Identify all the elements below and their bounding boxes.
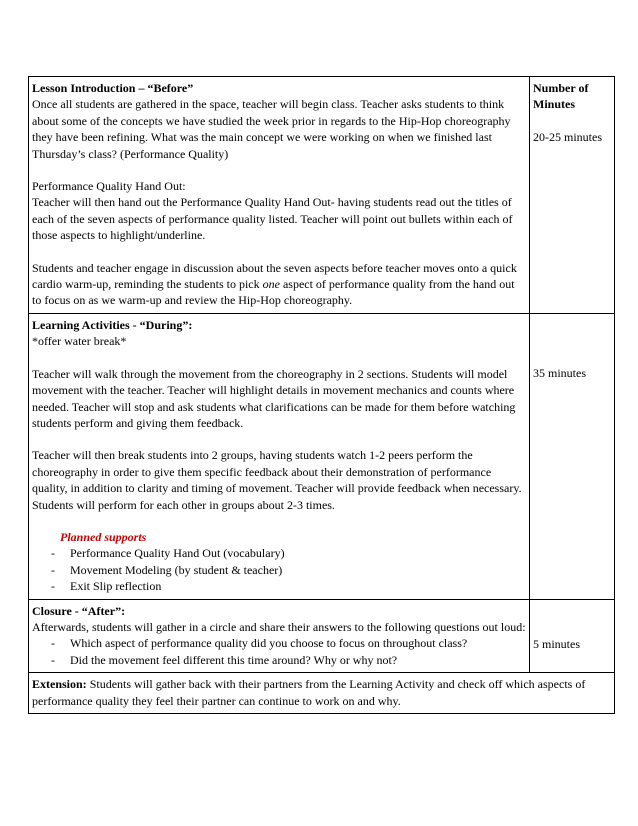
intro-row [29, 77, 615, 314]
during-cell [29, 313, 530, 599]
list-item: - Performance Quality Hand Out (vocabulary) [32, 545, 526, 561]
intro-minutes-cell [530, 77, 615, 314]
during-time: 35 minutes [533, 365, 586, 380]
intro-time: 20-25 minutes [533, 129, 602, 144]
closure-paragraph: Afterwards, students will gather in a circle and share their answers to the following questions out loud: [32, 619, 526, 634]
list-item: - Exit Slip reflection [32, 578, 526, 594]
during-minutes-cell [530, 313, 615, 599]
closure-minutes-cell [530, 599, 615, 673]
extension-label: Extension: [32, 677, 87, 692]
intro-cell [29, 77, 530, 314]
closure-time: 5 minutes [533, 636, 580, 651]
handout-paragraph: Teacher will then hand out the Performance Quality Hand Out- having students read out the titles of each of the seven aspects of performance quality listed. Teacher will point out bullets within each of those aspects to highlight/underline. [32, 195, 513, 243]
during-heading: Learning Activities - “During”: [32, 317, 193, 332]
lesson-plan-table [28, 76, 615, 714]
intro-paragraph: Once all students are gathered in the space, teacher will begin class. Teacher asks students to think about some of the concepts we have studied the week prior in regards to the Hip-Hop choreography they have been refining. What was the main concept we were working on when we finished last Thursday’s class? (Performance Quality) [32, 97, 511, 161]
list-item: - Did the movement feel different this time around? Why or why not? [32, 652, 526, 668]
emphasis-one: one [262, 277, 280, 292]
intro-heading: Lesson Introduction – “Before” [32, 81, 194, 95]
extension-row [29, 673, 615, 714]
during-row [29, 313, 615, 599]
handout-heading: Performance Quality Hand Out: [32, 179, 186, 194]
closure-row [29, 599, 615, 673]
planned-supports-heading: Planned supports [60, 529, 147, 544]
questions-list [32, 635, 526, 668]
extension-text: Students will gather back with their partners from the Learning Activity and check off which aspects of performance quality they feel their partner can continue to work on and why. [32, 677, 586, 708]
minutes-header-line1: Number of [533, 81, 589, 95]
closure-heading: Closure - “After”: [32, 603, 126, 618]
during-paragraph-2: Teacher will then break students into 2 groups, having students watch 1-2 peers perform the choreography in order to give them specific feedback about their demonstration of performance quality, in addition to clarity and timing of movement. Teacher will provide feedback when necessary. Students will perform for each other in groups about 2-3 times. [32, 448, 522, 512]
closure-cell [29, 599, 530, 673]
discussion-paragraph: Students and teacher engage in discussion about the seven aspects before teacher moves onto a quick cardio warm-up, reminding the students to pick one aspect of performance quality from the hand out to focus on as we warm-up and review the Hip-Hop choreography. [32, 260, 517, 308]
list-item: - Movement Modeling (by student & teacher) [32, 562, 526, 578]
list-item: - Which aspect of performance quality did you choose to focus on throughout class? [32, 635, 526, 651]
extension-cell [29, 673, 615, 714]
during-paragraph-1: Teacher will walk through the movement from the choreography in 2 sections. Students will model movement with the teacher. Teacher will highlight details in movement mechanics and counts where needed. Teacher will stop and ask students what clarifications can be made for them before watching students perform and giving them feedback. [32, 366, 516, 430]
supports-list [32, 545, 526, 594]
minutes-header-line2: Minutes [533, 97, 575, 112]
water-break-note: *offer water break* [32, 334, 127, 349]
